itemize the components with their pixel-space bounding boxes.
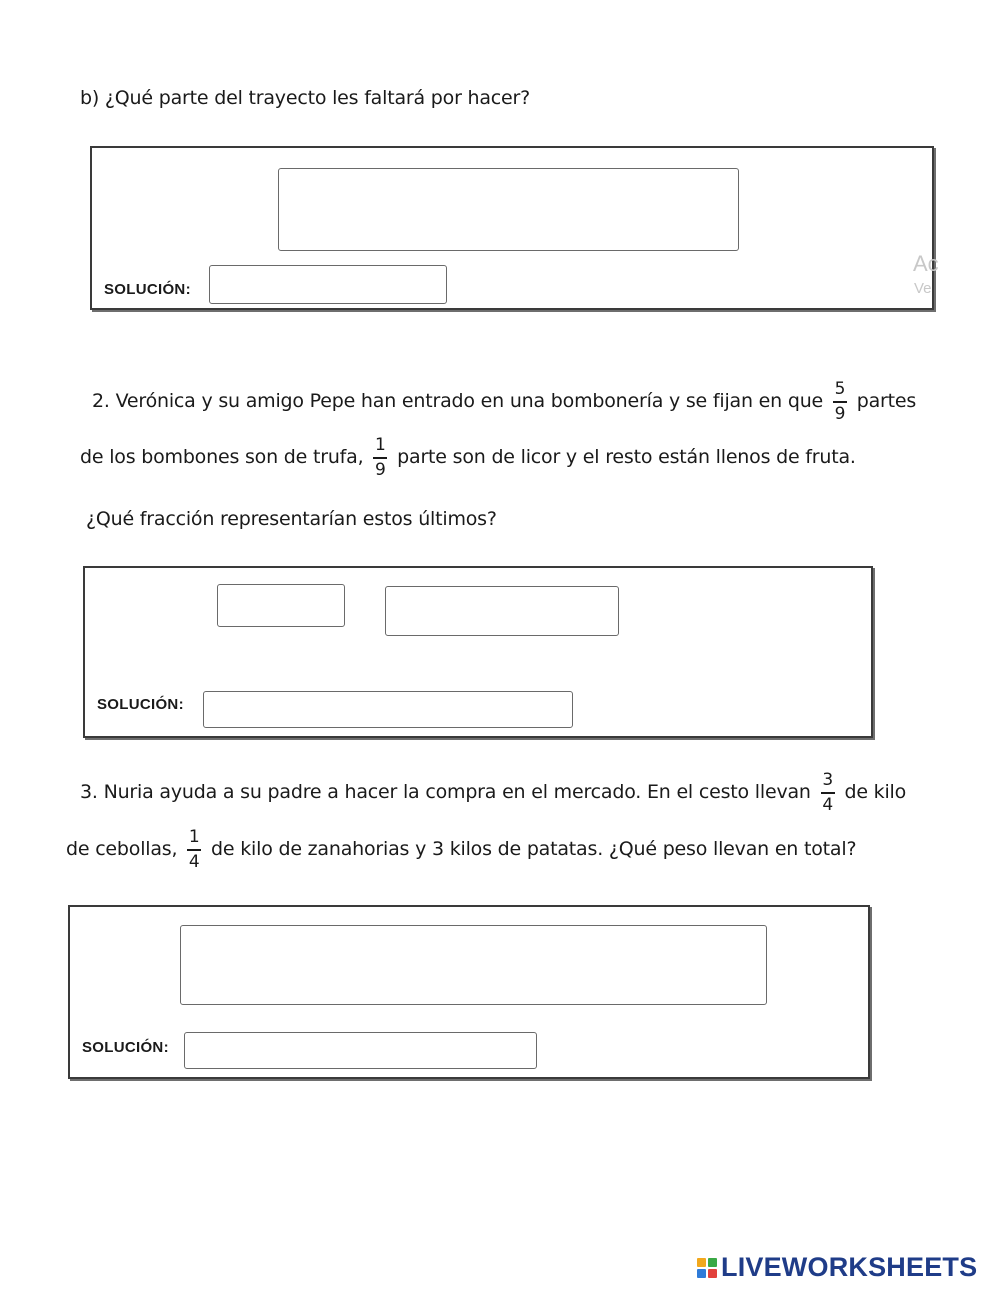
logo-tile <box>697 1269 706 1278</box>
fraction-1-4 <box>187 828 201 871</box>
logo-tile <box>708 1269 717 1278</box>
solution-input-1b[interactable] <box>209 265 447 304</box>
question-2-line3: ¿Qué fracción representarían estos últimos? <box>86 508 497 530</box>
fraction-3-4-numerator: 3 <box>822 770 833 790</box>
fraction-5-9-denominator: 9 <box>834 404 846 424</box>
question-3-line1 <box>80 771 906 814</box>
solution-input-2[interactable] <box>203 691 573 728</box>
solution-label-1b: SOLUCIÓN: <box>104 281 191 298</box>
question-3-line1-prefix: 3. Nuria ayuda a su padre a hacer la compra en el mercado. En el cesto llevan <box>80 781 811 803</box>
question-3-line2-prefix: de cebollas, <box>66 838 178 860</box>
watermark-line2: Ve <box>914 280 932 297</box>
question-3-line1-suffix: de kilo <box>844 781 907 803</box>
fraction-3-4 <box>821 771 835 814</box>
logo-tile <box>697 1258 706 1267</box>
fraction-1-4-numerator: 1 <box>188 827 200 847</box>
question-3-line2-suffix: de kilo de zanahorias y 3 kilos de patatas. ¿Qué peso llevan en total? <box>211 838 857 860</box>
answer-panel-2 <box>83 566 873 738</box>
question-2-line1-prefix: 2. Verónica y su amigo Pepe han entrado en una bombonería y se fijan en que <box>92 390 824 412</box>
watermark-line1: Ac <box>913 251 939 276</box>
fraction-bar <box>187 849 201 851</box>
question-1b-text: b) ¿Qué parte del trayecto les faltará por hacer? <box>80 87 531 109</box>
fraction-1-4-denominator: 4 <box>188 852 200 872</box>
logo-text: LIVEWORKSHEETS <box>721 1252 978 1282</box>
work-input-2b[interactable] <box>385 586 619 636</box>
fraction-bar <box>821 792 835 794</box>
question-2-line2-prefix: de los bombones son de trufa, <box>80 446 364 468</box>
answer-panel-3 <box>68 905 870 1079</box>
solution-input-3[interactable] <box>184 1032 537 1069</box>
logo-tile <box>708 1258 717 1267</box>
liveworksheets-logo <box>697 1252 977 1283</box>
solution-label-2: SOLUCIÓN: <box>97 696 184 713</box>
work-input-1b[interactable] <box>278 168 739 251</box>
work-input-3[interactable] <box>180 925 767 1005</box>
question-3-line2 <box>66 828 856 871</box>
fraction-3-4-denominator: 4 <box>822 795 833 815</box>
question-2-line2 <box>80 436 856 479</box>
fraction-bar <box>833 401 847 403</box>
solution-label-3: SOLUCIÓN: <box>82 1039 169 1056</box>
fraction-1-9-denominator: 9 <box>374 460 386 480</box>
fraction-5-9-numerator: 5 <box>834 379 846 399</box>
answer-panel-1b <box>90 146 934 310</box>
fraction-bar <box>373 457 387 459</box>
logo-tiles-icon <box>697 1258 717 1278</box>
question-2-line2-suffix: parte son de licor y el resto están llenos de fruta. <box>397 446 856 468</box>
fraction-5-9 <box>833 380 847 423</box>
fraction-1-9-numerator: 1 <box>374 435 386 455</box>
question-2-line1-suffix: partes <box>856 390 917 412</box>
fraction-1-9 <box>373 436 387 479</box>
question-2-line1 <box>92 380 916 423</box>
work-input-2a[interactable] <box>217 584 345 627</box>
